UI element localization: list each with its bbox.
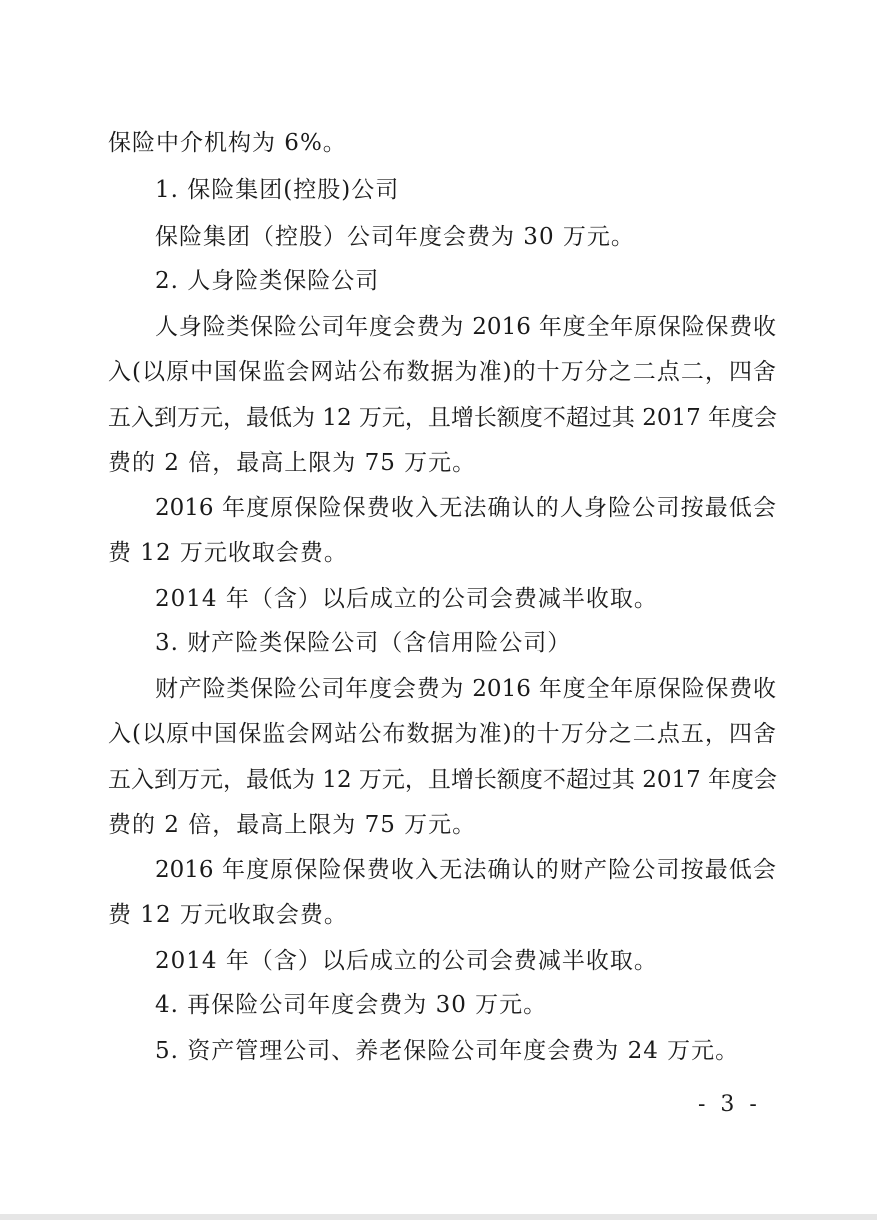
text-line-11: 2014 年（含）以后成立的公司会费减半收取。 — [155, 586, 658, 612]
text-line-19: 2014 年（含）以后成立的公司会费减半收取。 — [155, 948, 658, 974]
text-line-14: 入(以原中国保监会网站公布数据为准)的十万分之二点五，四舍 — [108, 721, 776, 747]
text-line-13: 财产险类保险公司年度会费为 2016 年度全年原保险保费收 — [155, 676, 776, 702]
heading-insurance-group: 1. 保险集团(控股)公司 — [155, 177, 400, 203]
text-line-8: 费的 2 倍，最高上限为 75 万元。 — [108, 450, 477, 476]
text-line-7: 五入到万元，最低为 12 万元，且增长额度不超过其 2017 年度会 — [108, 405, 778, 431]
text-line-17: 2016 年度原保险保费收入无法确认的财产险公司按最低会 — [155, 857, 776, 883]
text-line-3: 保险集团（控股）公司年度会费为 30 万元。 — [155, 224, 635, 250]
text-line-reinsurance: 4. 再保险公司年度会费为 30 万元。 — [155, 992, 548, 1018]
text-line-18: 费 12 万元收取会费。 — [108, 902, 348, 928]
page-number: - 3 - — [698, 1092, 761, 1117]
text-line-asset-management: 5. 资产管理公司、养老保险公司年度会费为 24 万元。 — [155, 1038, 740, 1064]
heading-property-insurance: 3. 财产险类保险公司（含信用险公司） — [155, 630, 572, 656]
heading-life-insurance: 2. 人身险类保险公司 — [155, 268, 380, 294]
text-line-5: 人身险类保险公司年度会费为 2016 年度全年原保险保费收 — [155, 314, 776, 340]
text-line-16: 费的 2 倍，最高上限为 75 万元。 — [108, 812, 477, 838]
text-line-1: 保险中介机构为 6%。 — [108, 130, 347, 156]
text-line-15: 五入到万元，最低为 12 万元，且增长额度不超过其 2017 年度会 — [108, 767, 778, 793]
text-line-6: 入(以原中国保监会网站公布数据为准)的十万分之二点二，四舍 — [108, 359, 776, 385]
text-line-9: 2016 年度原保险保费收入无法确认的人身险公司按最低会 — [155, 495, 776, 521]
text-line-10: 费 12 万元收取会费。 — [108, 540, 348, 566]
page-bottom-edge — [0, 1214, 877, 1220]
